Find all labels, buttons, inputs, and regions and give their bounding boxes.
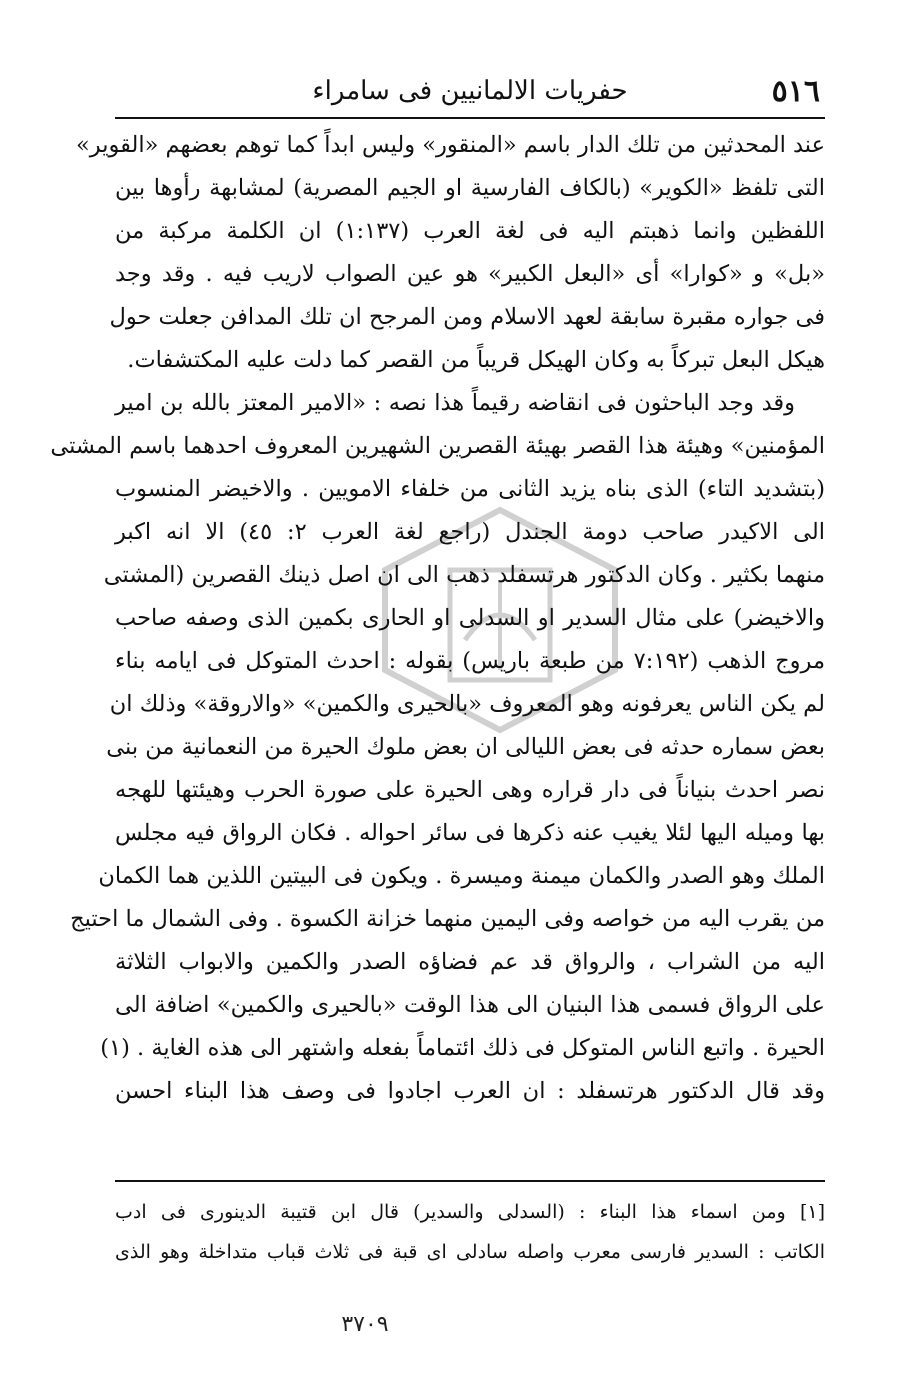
text-line: الحيرة . واتبع الناس المتوكل فى ذلك ائتماماً بفعله واشتهر الى هذه الغاية . (١) (100, 1035, 825, 1061)
footnotes (115, 1192, 825, 1272)
text-line: اليه من الشراب ، والرواق قد عم فضاؤه الصدر والكمين والابواب الثلاثة (115, 949, 825, 975)
text-line: لم يكن الناس يعرفونه وهو المعروف «بالحيرى والكمين» «والاروقة» وذلك ان (109, 691, 825, 717)
text-line: فى جواره مقبرة سابقة لعهد الاسلام ومن المرجح ان تلك المدافن جعلت حول (109, 304, 825, 330)
text-line: وقد قال الدكتور هرتسفلد : ان العرب اجادوا فى وصف هذا البناء احسن (115, 1078, 825, 1104)
text-line: بها وميله اليها لئلا يغيب عنه ذكرها فى سائر احواله . فكان الرواق فيه مجلس (115, 820, 825, 846)
text-line: (بتشديد التاء) الذى بناه يزيد الثانى من خلفاء الامويين . والاخيضر المنسوب (115, 476, 825, 502)
text-line: المؤمنين» وهيئة هذا القصر بهيئة القصرين الشهيرين المعروف احدهما باسم المشتى (50, 433, 825, 459)
page-header (120, 70, 820, 116)
text-line: الملك وهو الصدر والكمان ميمنة وميسرة . ويكون فى البيتين اللذين هما الكمان (98, 863, 825, 889)
text-line: نصر احدث بنياناً فى دار قراره وهى الحيرة على صورة الحرب وهيئتها للهجه (115, 777, 825, 803)
text-line: بعض سماره حدثه فى بعض الليالى ان بعض ملوك الحيرة من النعمانية من بنى (106, 734, 825, 760)
text-line: اللفظين وانما ذهبتم اليه فى لغة العرب (١:١٣٧) ان الكلمة مركبة من (115, 218, 825, 244)
main-text (50, 124, 825, 1113)
text-line: الى الاكيدر صاحب دومة الجندل (راجع لغة العرب ٢: ٤٥) الا انه اكبر (115, 519, 825, 545)
page-ornament: ٣٧٠٩ (341, 1312, 389, 1337)
text-line: التى تلفظ «الكوير» (بالكاف الفارسية او الجيم المصرية) لمشابهة رأوها بين (115, 175, 825, 201)
header-divider (115, 117, 825, 119)
footnote-line: [١] ومن اسماء هذا البناء : (السدلى والسدير) قال ابن قتيبة الدينورى فى ادب (115, 1201, 825, 1223)
page-number: ٥١٦ (771, 74, 820, 109)
text-line: والاخيضر) على مثال السدير او السدلى او الحارى بكمين الذى وصفه صاحب (115, 605, 825, 631)
text-line: مروج الذهب (٧:١٩٢ من طبعة باريس) بقوله : احدث المتوكل فى ايامه بناء (115, 648, 825, 674)
footnote-line: الكاتب : السدير فارسى معرب واصله سادلى اى قبة فى ثلاث قباب متداخلة وهو الذى (115, 1241, 825, 1263)
text-line: من يقرب اليه من خواصه وفى اليمين منهما خزانة الكسوة . وفى الشمال ما احتيج (70, 906, 825, 932)
text-line: «بل» و «كوارا» أى «البعل الكبير» هو عين الصواب لاريب فيه . وقد وجد (115, 261, 825, 287)
running-title: حفريات الالمانيين فى سامراء (312, 76, 628, 106)
text-line: هيكل البعل تبركاً به وكان الهيكل قريباً من القصر كما دلت عليه المكتشفات. (127, 347, 825, 373)
text-line: عند المحدثين من تلك الدار باسم «المنقور» وليس ابداً كما توهم بعضهم «القوير» (76, 132, 825, 158)
text-line: وقد وجد الباحثون فى انقاضه رقيماً هذا نصه : «الامير المعتز بالله بن امير (115, 390, 795, 416)
footnote-divider (115, 1180, 825, 1182)
text-line: على الرواق فسمى هذا البنيان الى هذا الوقت «بالحيرى والكمين» اضافة الى (115, 992, 825, 1018)
text-line: منهما بكثير . وكان الدكتور هرتسفلد ذهب الى ان اصل ذينك القصرين (المشتى (103, 562, 825, 588)
